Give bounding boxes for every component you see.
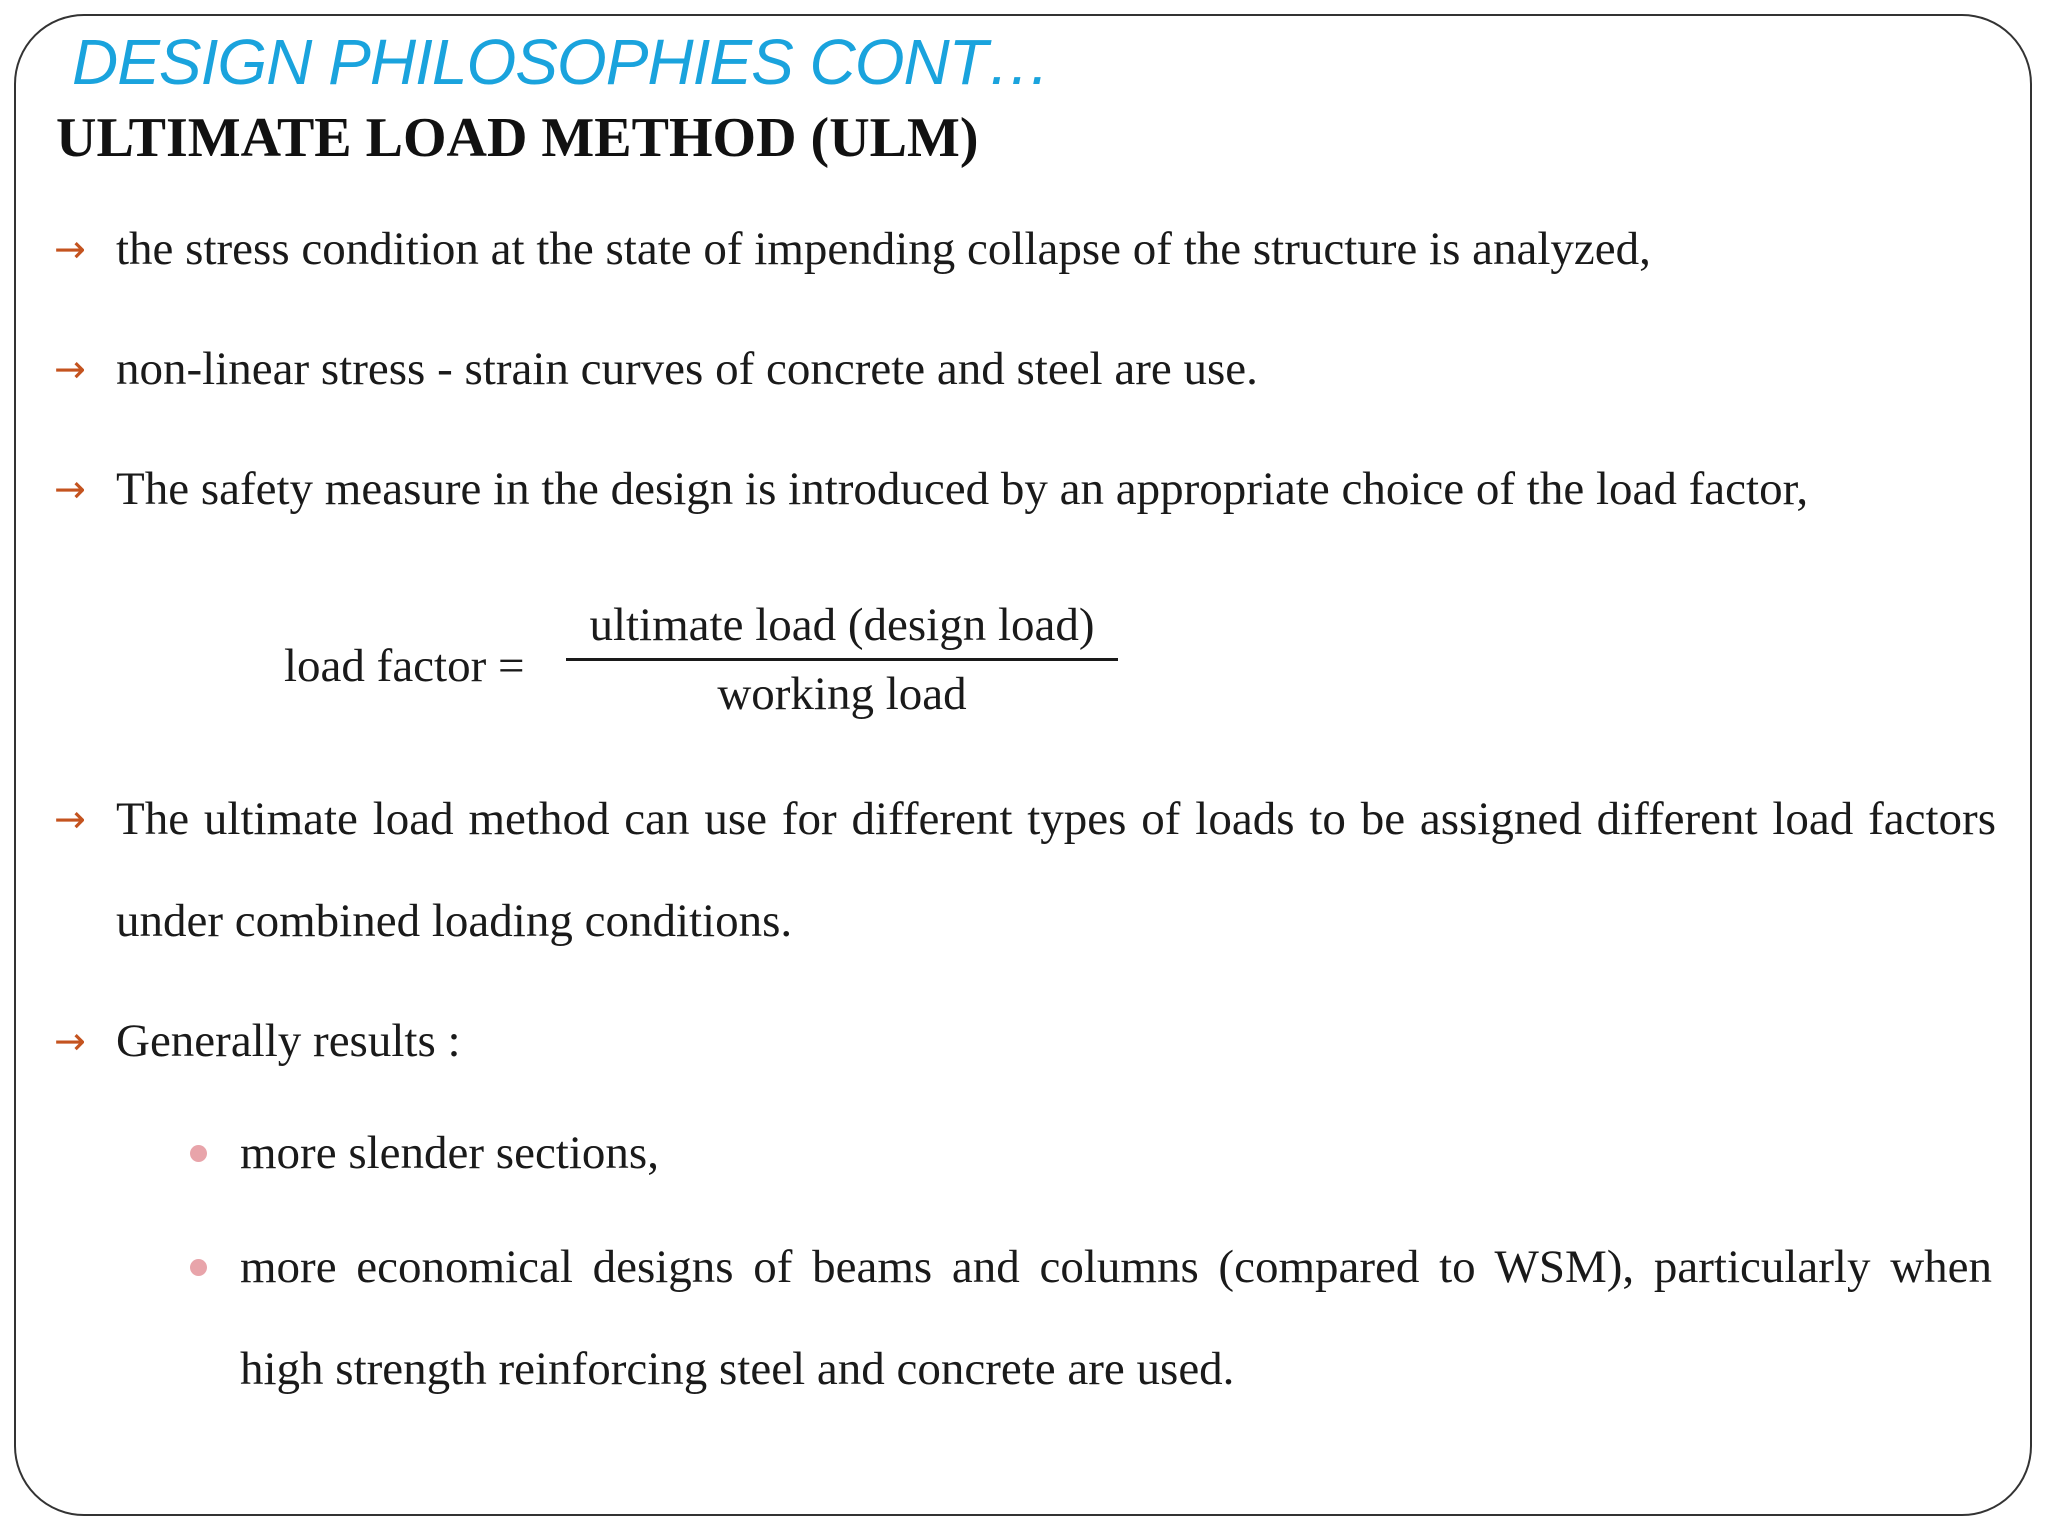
slide-title: DESIGN PHILOSOPHIES CONT… xyxy=(72,26,1050,98)
slide-subtitle: ULTIMATE LOAD METHOD (ULM) xyxy=(56,107,979,169)
bullet-text: the stress condition at the state of impending collapse of the structure is analyzed, xyxy=(116,223,1651,275)
arrow-right-icon: → xyxy=(54,1019,86,1063)
bullet-item xyxy=(54,768,2004,972)
bullet-text: The safety measure in the design is introduced by an appropriate choice of the load factor, xyxy=(116,463,1809,515)
bullet-text: non-linear stress - strain curves of concrete and steel are use. xyxy=(116,343,1258,395)
arrow-right-icon: → xyxy=(54,227,86,271)
bullet-dot-icon xyxy=(190,1145,207,1162)
sub-bullet-item xyxy=(186,1102,1996,1204)
formula-lhs: load factor = xyxy=(284,640,525,692)
bullet-dot-icon xyxy=(190,1259,207,1276)
sub-bullet-item xyxy=(186,1216,1996,1420)
sub-bullet-text: more economical designs of beams and columns (compared to WSM), particularly when high strength reinforcing steel and concrete are used. xyxy=(240,1241,1992,1395)
sub-bullet-text: more slender sections, xyxy=(240,1127,659,1179)
formula-denominator: working load xyxy=(717,668,967,720)
bullet-item xyxy=(54,318,2004,420)
arrow-right-icon: → xyxy=(54,467,86,511)
arrow-right-icon: → xyxy=(54,347,86,391)
arrow-right-icon: → xyxy=(54,797,86,841)
bullet-item xyxy=(54,990,2004,1092)
formula-fraction xyxy=(566,592,1118,727)
bullet-item xyxy=(54,198,2004,300)
bullet-item xyxy=(54,438,2004,540)
formula-numerator: ultimate load (design load) xyxy=(589,599,1095,651)
bullet-text: Generally results : xyxy=(116,1015,461,1067)
bullet-text: The ultimate load method can use for different types of loads to be assigned different load factors under combined loading conditions. xyxy=(116,793,1996,947)
